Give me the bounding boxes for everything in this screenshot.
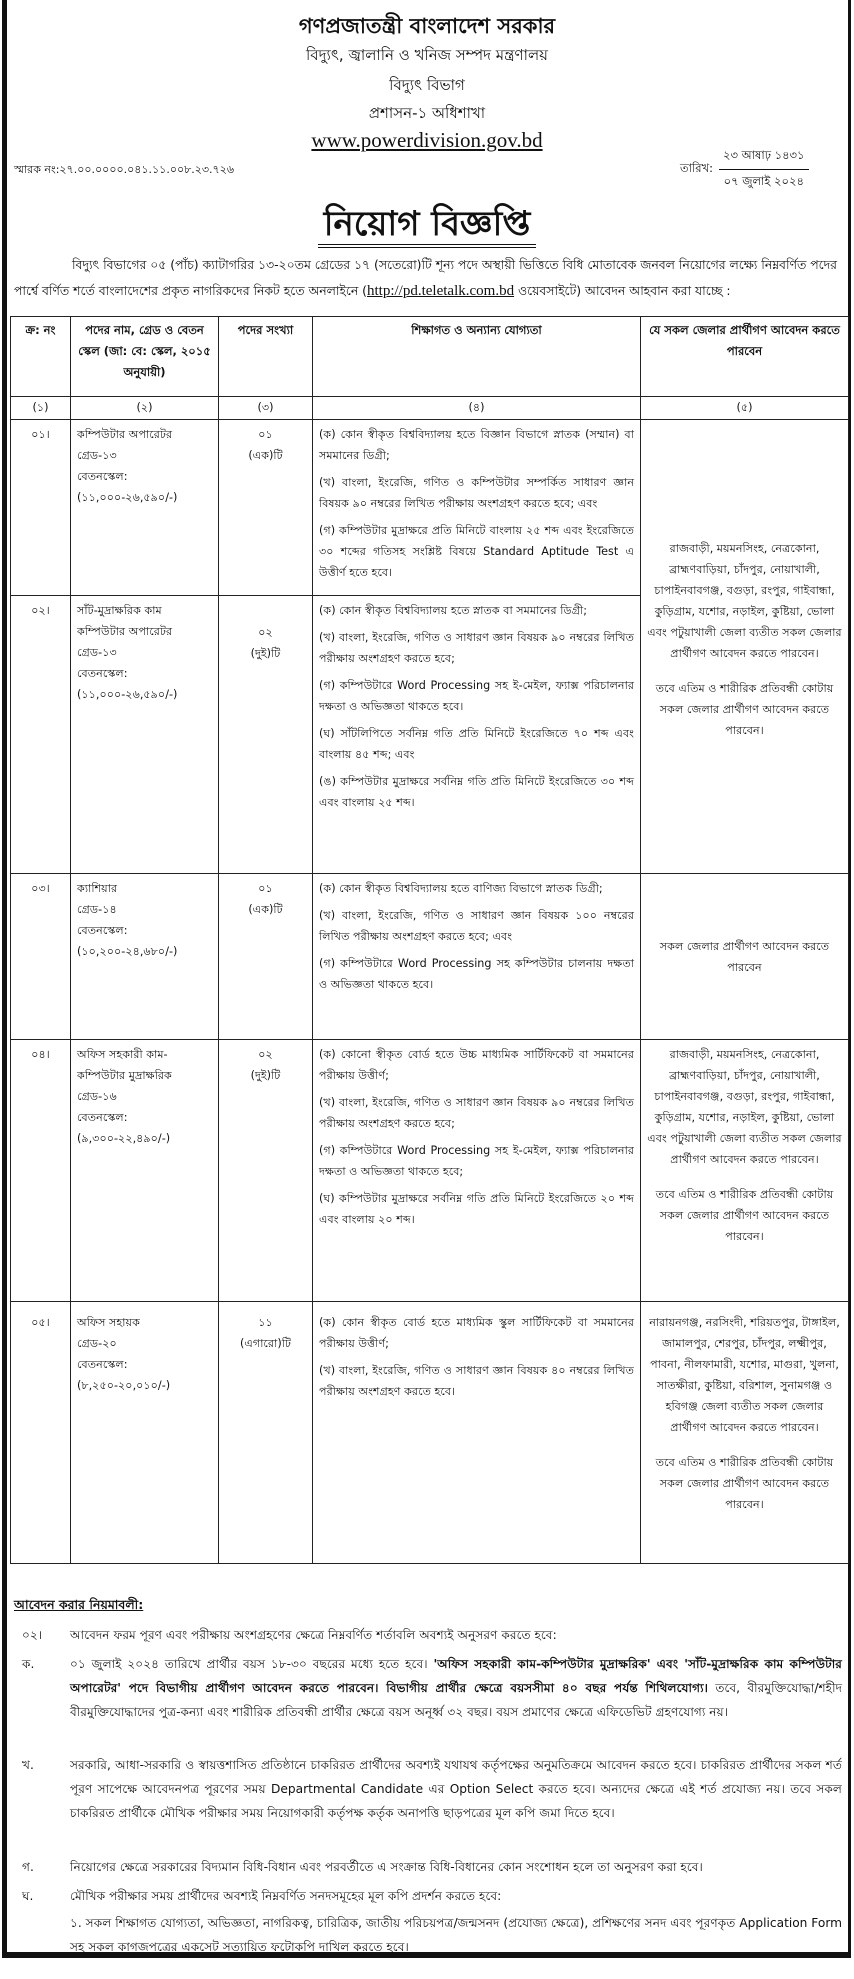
qualifications: (ক) কোন স্বীকৃত বিশ্ববিদ্যালয় হতে বাণিজ্য বিভাগে স্নাতক ডিগ্রী; (খ) বাংলা, ইংরেজি, গণিত ও সাধারণ জ্ঞান বিষয়ক ১০০ নম্বরের লিখিত পরীক্ষায় অংশগ্রহণ করতে হবে; এবং (গ) কম্পিউটারে Word Processing সহ কম্পিউটার চালনায় দক্ষতা ও অভিজ্ঞতা থাকতে হবে। (313, 874, 641, 1040)
col-header-count: পদের সংখ্যা (219, 317, 313, 397)
date-label: তারিখ: (680, 161, 714, 175)
application-url-link[interactable]: http://pd.teletalk.com.bd (367, 283, 515, 299)
qualifications: (ক) কোন স্বীকৃত বিশ্ববিদ্যালয় হতে স্নাতক বা সমমানের ডিগ্রী; (খ) বাংলা, ইংরেজি, গণিত ও সাধারণ জ্ঞান বিষয়ক ৯০ নম্বরের লিখিত পরীক্ষায় অংশগ্রহণ করতে হবে; (গ) কম্পিউটারে Word Processing সহ ই-মেইল, ফ্যাক্স পরিচালনার দক্ষতা ও অভিজ্ঞতা থাকতে হবে। (ঘ) সাঁটলিপিতে সর্বনিম্ন গতি প্রতি মিনিটে ইংরেজিতে ৭০ শব্দ এবং বাংলায় ৪৫ শব্দ; এবং (ঙ) কম্পিউটার মুদ্রাক্ষরে সর্বনিম্ন গতি প্রতি মিনিটে ইংরেজিতে ৩০ শব্দ এবং বাংলায় ২৫ শব্দ। (313, 596, 641, 874)
post-info (71, 420, 219, 596)
pay-label: বেতনস্কেল: (77, 667, 128, 680)
post-name: ক্যাশিয়ার (77, 882, 118, 895)
rule-subitem: ১. সকল শিক্ষাগত যোগ্যতা, অভিজ্ঞতা, নাগরিকত্ব, চারিত্রিক, জাতীয় পরিচয়পত্র/জন্মসনদ (প্রযোজ্য ক্ষেত্রে), প্রশিক্ষণের সনদ এবং পূরণকৃত Application Form সহ সকল কাগজপত্রের একসেট সত্যায়িত ফটোকপি দাখিল করতে হবে। (70, 1916, 842, 1954)
grade: গ্রেড-১৩ (77, 449, 117, 462)
qualifications: (ক) কোন স্বীকৃত বিশ্ববিদ্যালয় হতে বিজ্ঞান বিভাগে স্নাতক (সম্মান) বা সমমানের ডিগ্রী; (খ) বাংলা, ইংরেজি, গণিত ও কম্পিউটার সম্পর্কিত সাধারণ জ্ঞান বিষয়ক ৯০ নম্বরের লিখিত পরীক্ষায় অংশগ্রহণ করতে হবে; এবং (গ) কম্পিউটার মুদ্রাক্ষরে প্রতি মিনিটে বাংলায় ২৫ শব্দ এবং ইংরেজিতে ৩০ শব্দের গতিসহ সংশ্লিষ্ট বিষয়ে Standard Aptitude Test এ উত্তীর্ণ হতে হবে। (313, 420, 641, 596)
post-count: ০১ (এক)টি (219, 420, 313, 596)
post-name: সাঁট-মুদ্রাক্ষরিক কাম কম্পিউটার অপারেটর (77, 604, 173, 638)
date-gregorian: ০৭ জুলাই ২০২৪ (723, 174, 804, 188)
col-header-post: পদের নাম, গ্রেড ও বেতন স্কেল (জা: বে: স্কেল, ২০১৫ অনুযায়ী) (71, 317, 219, 397)
grade: গ্রেড-১৩ (77, 646, 117, 659)
post-count: ০২ (দুই)টি (219, 1040, 313, 1302)
col-header-districts: যে সকল জেলার প্রার্থীগণ আবেদন করতে পারবেন (641, 317, 849, 397)
serial: ০১। (11, 420, 71, 596)
grade: গ্রেড-২০ (77, 1337, 117, 1350)
eligible-districts: রাজবাড়ী, ময়মনসিংহ, নেত্রকোনা, ব্রাহ্মণবাড়িয়া, চাঁদপুর, নোয়াখালী, চাপাইনবাবগঞ্জ, বগুড়া, রংপুর, গাইবান্ধা, কুড়িগ্রাম, যশোর, নড়াইল, কুষ্টিয়া, ভোলা এবং পটুয়াখালী জেলা ব্যতীত সকল জেলার প্রার্থীগণ আবেদন করতে পারবেন। তবে এতিম ও শারীরিক প্রতিবন্ধী কোটায় সকল জেলার প্রার্থীগণ আবেদন করতে পারবেন। (641, 1040, 849, 1302)
division-name: বিদ্যুৎ বিভাগ (389, 76, 465, 94)
post-info (71, 596, 219, 874)
ministry-name: বিদ্যুৎ, জ্বালানি ও খনিজ সম্পদ মন্ত্রণালয় (306, 46, 548, 64)
col-header-qualification: শিক্ষাগত ও অন্যান্য যোগ্যতা (313, 317, 641, 397)
serial: ০২। (11, 596, 71, 874)
post-name: অফিস সহকারী কাম-কম্পিউটার মুদ্রাক্ষরিক (77, 1048, 172, 1082)
rule-item: ঘ. মৌখিক পরীক্ষার সময় প্রার্থীদের অবশ্যই নিম্নবর্ণিত সনদসমূহের মূল কপি প্রদর্শন করতে হবে: (22, 1889, 502, 1903)
serial: ০৫। (11, 1302, 71, 1564)
pay-scale: (১০,২০০-২৪,৬৮০/-) (77, 945, 178, 958)
post-count: ১১ (এগারো)টি (219, 1302, 313, 1564)
post-name: কম্পিউটার অপারেটর (77, 428, 173, 441)
rule-item: ০২। আবেদন ফরম পূরণ এবং পরীক্ষায় অংশগ্রহণের ক্ষেত্রে নিম্নবর্ণিত শর্তাবলি অবশ্যই অনুসরণ করতে হবে: (22, 1628, 557, 1642)
eligible-districts: রাজবাড়ী, ময়মনসিংহ, নেত্রকোনা, ব্রাহ্মণবাড়িয়া, চাঁদপুর, নোয়াখালী, চাপাইনবাবগঞ্জ, বগুড়া, রংপুর, গাইবান্ধা, কুড়িগ্রাম, যশোর, নড়াইল, কুষ্টিয়া, ভোলা এবং পটুয়াখালী জেলা ব্যতীত সকল জেলার প্রার্থীগণ আবেদন করতে পারবেন। তবে এতিম ও শারীরিক প্রতিবন্ধী কোটায় সকল জেলার প্রার্থীগণ আবেদন করতে পারবেন। (641, 420, 849, 874)
post-info (71, 1302, 219, 1564)
grade: গ্রেড-১৪ (77, 903, 117, 916)
memo-number: স্মারক নং:২৭.০০.০০০০.০৪১.১১.০০৮.২৩.৭২৬ (14, 163, 235, 176)
col-header-serial: ক্র: নং (11, 317, 71, 397)
post-name: অফিস সহায়ক (77, 1316, 140, 1329)
post-info (71, 874, 219, 1040)
date-bangla: ২৩ আষাঢ় ১৪৩১ (719, 147, 809, 170)
rule-item: ক. ০১ জুলাই ২০২৪ তারিখে প্রার্থীর বয়স ১৮-৩০ বছরের মধ্যে হতে হবে। 'অফিস সহকারী কাম-কম্পিউটার মুদ্রাক্ষরিক' এবং 'সাঁট-মুদ্রাক্ষরিক কাম কম্পিউটার অপারেটর' পদে বিভাগীয় প্রার্থীগণ আবেদন করতে পারবেন। বিভাগীয় প্রার্থীর ক্ষেত্রে বয়সসীমা ৪০ বছর পর্যন্ত শিথিলযোগ্য। তবে, বীরমুক্তিযোদ্ধা/শহীদ বীরমুক্তিযোদ্ধাদের পুত্র-কন্যা এবং শারীরিক প্রতিবন্ধী প্রার্থীর ক্ষেত্রে বয়স অনূর্ধ্ব ৩২ বছর। বয়স প্রমাণের ক্ষেত্রে এফিডেভিট গ্রহণযোগ্য নয়। (22, 1657, 843, 1719)
post-count: ০২ (দুই)টি (219, 596, 313, 874)
pay-label: বেতনস্কেল: (77, 470, 128, 483)
pay-scale: (৮,২৫০-২০,০১০/-) (77, 1379, 171, 1392)
rule-item: খ. সরকারি, আধা-সরকারি ও স্বায়ত্তশাসিত প্রতিষ্ঠানে চাকরিরত প্রার্থীদের অবশ্যই যথাযথ কর্তৃপক্ষের অনুমতিক্রমে আবেদন করতে হবে। চাকরিরত প্রার্থীদের সকল শর্ত পূরণ সাপেক্ষে আবেদনপত্র পূরণের সময় Departmental Candidate এর Option Select করতে হবে। অন্যদের ক্ষেত্রে এই শর্ত প্রযোজ্য নয়। তবে সকল চাকরিরত প্রার্থীকে মৌখিক পরীক্ষার সময় নিয়োগকারী কর্তৃপক্ষ কর্তৃক অনাপত্তি ছাড়পত্রের মূল কপি জমা দিতে হবে। (22, 1758, 842, 1820)
pay-label: বেতনস্কেল: (77, 1358, 128, 1371)
rule-item: গ. নিয়োগের ক্ষেত্রে সরকারের বিদ্যমান বিধি-বিধান এবং পরবর্তীতে এ সংক্রান্ত বিধি-বিধানের কোন সংশোধন হলে তা অনুসরণ করা হবে। (22, 1860, 703, 1874)
table-row (11, 874, 849, 1040)
grade: গ্রেড-১৬ (77, 1090, 117, 1103)
pay-scale: (১১,০০০-২৬,৫৯০/-) (77, 688, 178, 701)
website-link[interactable]: www.powerdivision.gov.bd (311, 128, 543, 152)
eligible-districts: নারায়নগঞ্জ, নরসিংদী, শরিয়তপুর, টাঙ্গাইল, জামালপুর, শেরপুর, চাঁদপুর, লক্ষ্মীপুর, পাবনা, নীলফামারী, যশোর, মাগুরা, খুলনা, সাতক্ষীরা, কুষ্টিয়া, বরিশাল, সুনামগঞ্জ ও হবিগঞ্জ জেলা ব্যতীত সকল জেলার প্রার্থীগণ আবেদন করতে পারবেন। তবে এতিম ও শারীরিক প্রতিবন্ধী কোটায় সকল জেলার প্রার্থীগণ আবেদন করতে পারবেন। (641, 1302, 849, 1564)
date-block (680, 147, 809, 192)
qualifications: (ক) কোনো স্বীকৃত বোর্ড হতে উচ্চ মাধ্যমিক সার্টিফিকেট বা সমমানের পরীক্ষায় উত্তীর্ণ; (খ) বাংলা, ইংরেজি, গণিত ও সাধারণ জ্ঞান বিষয়ক ৯০ নম্বরের লিখিত পরীক্ষায় অংশগ্রহণ করতে হবে; (গ) কম্পিউটারে Word Processing সহ ই-মেইল, ফ্যাক্স পরিচালনার দক্ষতা ও অভিজ্ঞতা থাকতে হবে; (ঘ) কম্পিউটার মুদ্রাক্ষরে সর্বনিম্ন গতি প্রতি মিনিটে ইংরেজিতে ২০ শব্দ এবং বাংলায় ২০ শব্দ। (313, 1040, 641, 1302)
post-info (71, 1040, 219, 1302)
table-header-row (11, 317, 849, 397)
table-row (11, 1302, 849, 1564)
pay-label: বেতনস্কেল: (77, 1111, 128, 1124)
rules-heading: আবেদন করার নিয়মাবলী: (14, 1597, 144, 1612)
pay-scale: (১১,০০০-২৬,৫৯০/-) (77, 491, 178, 504)
post-count: ০১ (এক)টি (219, 874, 313, 1040)
table-row (11, 420, 849, 596)
table-row (11, 1040, 849, 1302)
branch-name: প্রশাসন-১ অধিশাখা (368, 104, 486, 122)
vacancy-table (10, 316, 849, 1564)
intro-paragraph: বিদ্যুৎ বিভাগের ০৫ (পাঁচ) ক্যাটাগরির ১৩-২০তম গ্রেডের ১৭ (সতেরো)টি শূন্য পদে অস্থায়ী ভিত্তিতে বিধি মোতাবেক জনবল নিয়োগের লক্ষ্যে নিম্নবর্ণিত পদের পার্শ্বে বর্ণিত শর্তে বাংলাদেশের প্রকৃত নাগরিকদের নিকট হতে অনলাইনে (http://pd.teletalk.com.bd ওয়েবসাইটে) আবেদন আহবান করা যাচ্ছে : (14, 257, 837, 299)
pay-scale: (৯,৩০০-২২,৪৯০/-) (77, 1132, 171, 1145)
eligible-districts: সকল জেলার প্রার্থীগণ আবেদন করতে পারবেন (641, 874, 849, 1040)
serial: ০৪। (11, 1040, 71, 1302)
government-name: গণপ্রজাতন্ত্রী বাংলাদেশ সরকার (298, 14, 556, 38)
notice-title: নিয়োগ বিজ্ঞপ্তি (0, 198, 854, 255)
qualifications: (ক) কোন স্বীকৃত বোর্ড হতে মাধ্যমিক স্কুল সার্টিফিকেট বা সমমানের পরীক্ষায় উত্তীর্ণ; (খ) বাংলা, ইংরেজি, গণিত ও সাধারণ জ্ঞান বিষয়ক ৪০ নম্বরের লিখিত পরীক্ষায় অংশগ্রহণ করতে হবে। (313, 1302, 641, 1564)
serial: ০৩। (11, 874, 71, 1040)
pay-label: বেতনস্কেল: (77, 924, 128, 937)
column-number-row: (১) (২) (৩) (৪) (৫) (11, 397, 849, 420)
